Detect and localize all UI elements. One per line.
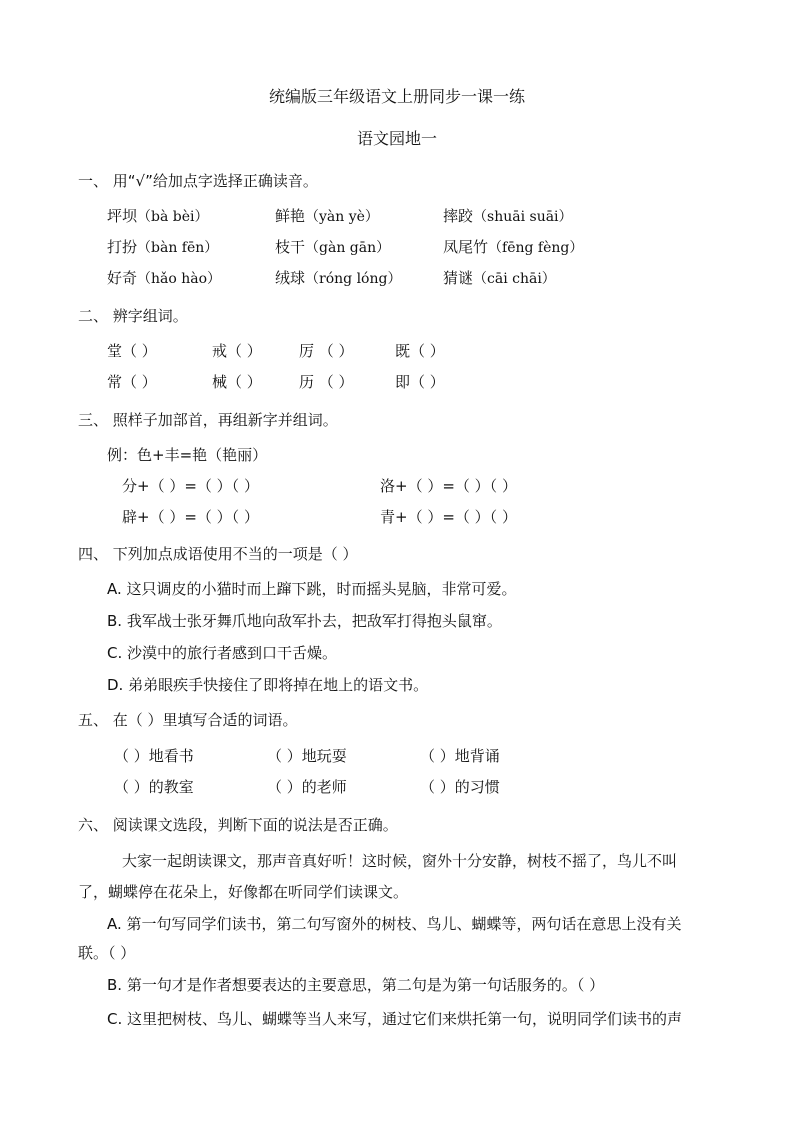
phrase-blank: （ ）地玩耍 <box>267 747 347 765</box>
pinyin-word: 凤尾竹 <box>443 238 489 256</box>
word-blank: 即（ ） <box>395 373 445 391</box>
option-a: A. 这只调皮的小猫时而上蹿下跳，时而摇头晃脑，非常可爱。 <box>107 580 517 598</box>
statement-b: B. 第一句才是作者想要表达的主要意思，第二句是为第一句话服务的。（ ） <box>107 976 605 994</box>
pinyin-word: 坪坝 <box>107 207 138 225</box>
phrase-blank: （ ）的老师 <box>267 778 347 796</box>
pinyin-word: 摔跤 <box>443 207 474 225</box>
pinyin-word: 绒球 <box>275 269 306 287</box>
word-blank: 厉 （ ） <box>299 342 354 360</box>
phrase-blank: （ ）的教室 <box>114 778 194 796</box>
section-1-heading: 一、 用“√”给加点字选择正确读音。 <box>78 172 318 190</box>
section-5-heading: 五、 在（ ）里填写合适的词语。 <box>78 711 298 729</box>
phrase-blank: （ ）地看书 <box>114 747 194 765</box>
pinyin-item <box>107 267 221 290</box>
pinyin-options: （gàn gān） <box>305 240 391 256</box>
word-blank: 械（ ） <box>212 373 262 391</box>
option-c: C. 沙漠中的旅行者感到口干舌燥。 <box>107 644 338 662</box>
radical-blank: 分+（ ）=（ ）（ ） <box>122 477 259 495</box>
section-2-heading: 二、 辨字组词。 <box>78 307 188 325</box>
word-blank: 戒（ ） <box>212 342 262 360</box>
pinyin-options: （bàn fēn） <box>137 240 219 256</box>
passage-line: 大家一起朗读课文，那声音真好听！这时候，窗外十分安静，树枝不摇了，鸟儿不叫 <box>122 852 678 870</box>
example-line: 例：色+丰=艳（艳丽） <box>107 446 268 464</box>
section-4-heading: 四、 下列加点成语使用不当的一项是（ ） <box>78 545 358 563</box>
radical-blank: 洛+（ ）=（ ）（ ） <box>380 477 517 495</box>
radical-blank: 辟+（ ）=（ ）（ ） <box>122 508 259 526</box>
pinyin-word: 打扮 <box>107 238 138 256</box>
phrase-blank: （ ）地背诵 <box>420 747 500 765</box>
pinyin-item <box>107 236 218 259</box>
statement-a: A. 第一句写同学们读书，第二句写窗外的树枝、鸟儿、蝴蝶等，两句话在意思上没有关 <box>107 915 682 933</box>
pinyin-item <box>443 267 556 290</box>
section-6-heading: 六、 阅读课文选段，判断下面的说法是否正确。 <box>78 816 398 834</box>
pinyin-options: （yàn yè） <box>305 209 379 225</box>
pinyin-item <box>443 205 573 228</box>
page-subtitle: 语文园地一 <box>356 129 437 148</box>
passage-line: 了，蝴蝶停在花朵上，好像都在听同学们读课文。 <box>78 883 409 901</box>
pinyin-item <box>275 267 401 290</box>
pinyin-word: 鲜艳 <box>275 207 306 225</box>
pinyin-options: （bà bèi） <box>137 209 209 225</box>
pinyin-options: （cāi chāi） <box>473 271 556 287</box>
pinyin-item <box>275 205 379 228</box>
pinyin-options: （hǎo hào） <box>137 271 222 287</box>
word-blank: 堂（ ） <box>107 342 157 360</box>
pinyin-options: （shuāi suāi） <box>473 209 573 225</box>
statement-c: C. 这里把树枝、鸟儿、蝴蝶等当人来写，通过它们来烘托第一句，说明同学们读书的声 <box>107 1010 683 1028</box>
section-3-heading: 三、 照样子加部首，再组新字并组词。 <box>78 411 338 429</box>
option-d: D. 弟弟眼疾手快接住了即将掉在地上的语文书。 <box>107 676 429 694</box>
pinyin-options: （róng lóng） <box>305 271 402 287</box>
pinyin-item <box>107 205 209 228</box>
statement-a-cont: 联。（ ） <box>78 944 136 962</box>
phrase-blank: （ ）的习惯 <box>420 778 500 796</box>
word-blank: 常（ ） <box>107 373 157 391</box>
pinyin-word: 枝干 <box>275 238 306 256</box>
page-title: 统编版三年级语文上册同步一课一练 <box>268 87 525 106</box>
word-blank: 历 （ ） <box>299 373 354 391</box>
option-b: B. 我军战士张牙舞爪地向敌军扑去，把敌军打得抱头鼠窜。 <box>107 612 502 630</box>
pinyin-item <box>275 236 390 259</box>
pinyin-word: 猜谜 <box>443 269 474 287</box>
radical-blank: 青+（ ）=（ ）（ ） <box>380 508 517 526</box>
pinyin-item <box>443 236 583 259</box>
pinyin-word: 好奇 <box>107 269 138 287</box>
word-blank: 既（ ） <box>395 342 445 360</box>
pinyin-options: （fēng fèng） <box>488 240 584 256</box>
